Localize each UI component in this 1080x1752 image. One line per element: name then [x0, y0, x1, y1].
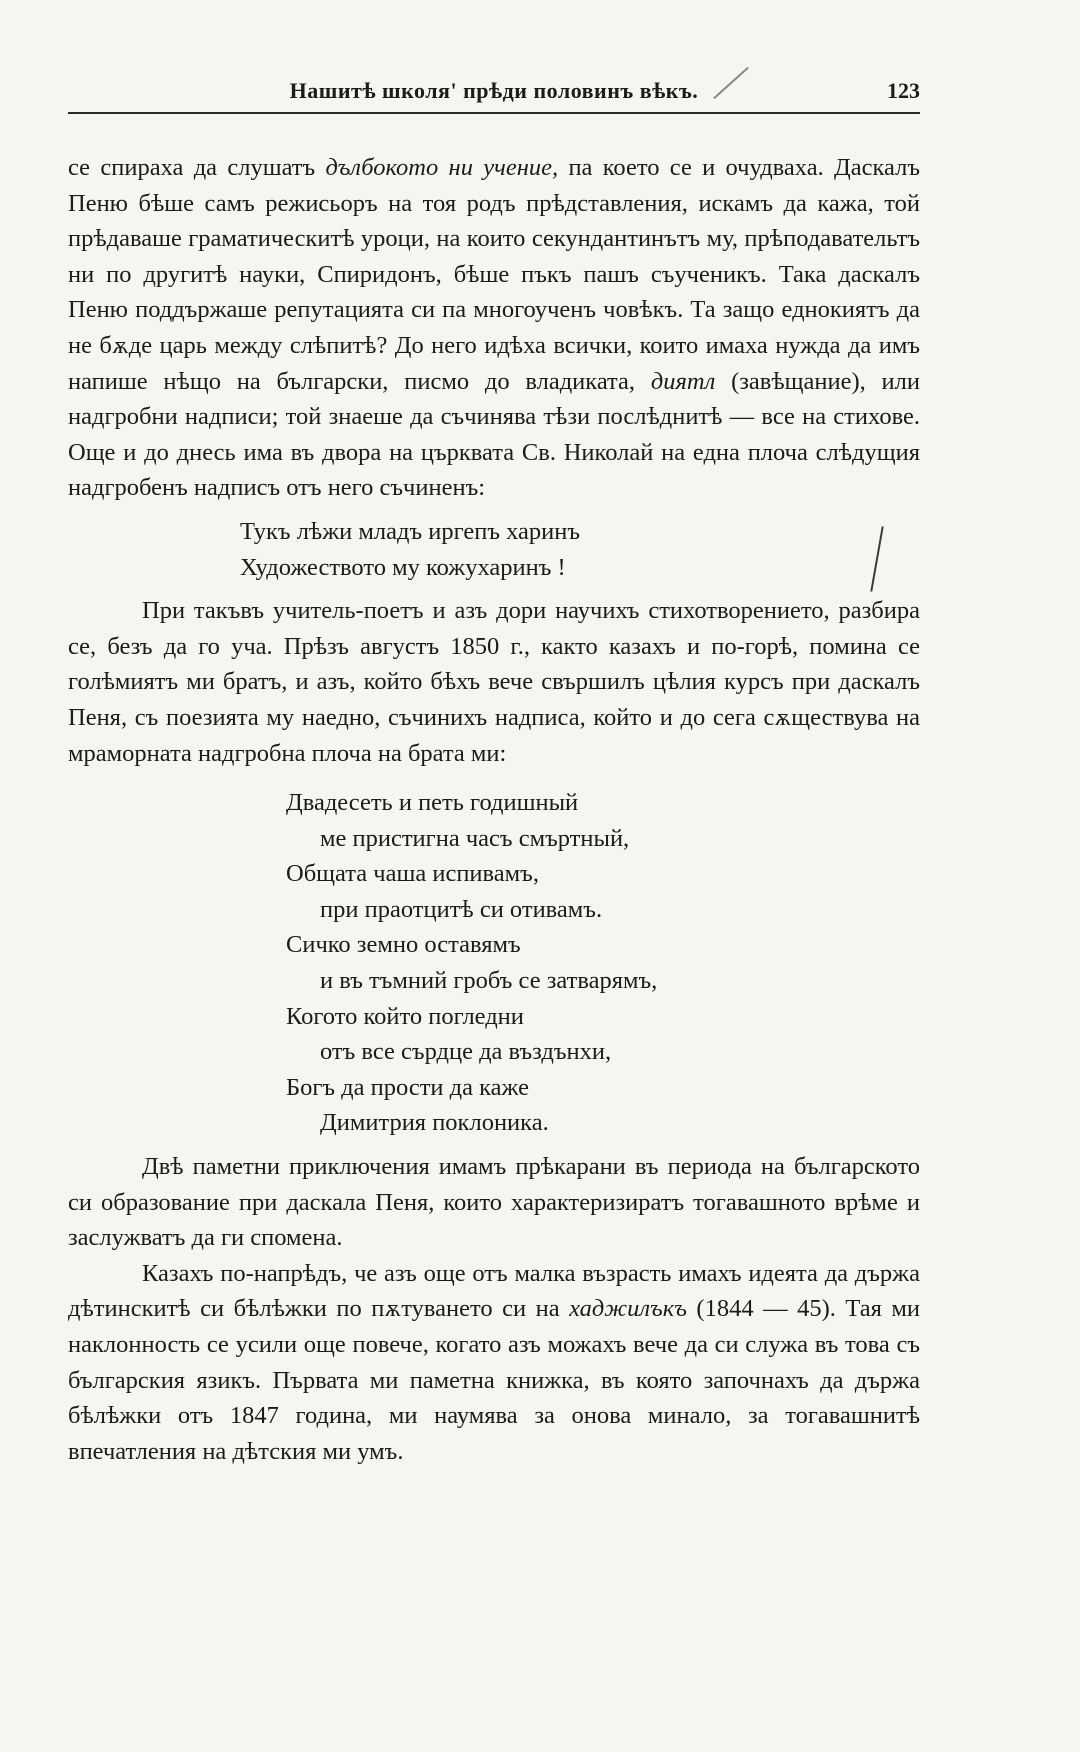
verse-line: Сичко земно оставямъ — [286, 931, 521, 959]
verse-line: отъ все сърдце да въздънхи, — [320, 1038, 612, 1066]
verse-line: Когото който погледни — [286, 1002, 524, 1030]
text-run: (завѣщание), или надгробни надписи; той знаеше да съчинява тѣзи послѣднитѣ — все на стихове. Още и до днесь има въ двора на църквата Св. Николай на една плоча слѣдущия надгробенъ надписъ отъ него съчиненъ: — [68, 367, 921, 502]
verse-line: Богъ да прости да каже — [286, 1073, 530, 1101]
verse-line: Общата чаша испивамъ, — [286, 860, 539, 888]
verse-line: ме пристигна часъ смъртный, — [320, 824, 630, 852]
page-number: 123 — [887, 78, 920, 103]
epitaph-verse-1 — [68, 514, 920, 585]
page-header — [68, 76, 920, 114]
italic-run: диятл — [650, 367, 716, 395]
italic-run: хаджилъкъ — [569, 1295, 687, 1323]
verse-line: Двадесеть и петь годишный — [286, 789, 579, 817]
paragraph-2: При такъвъ учитель-поетъ и азъ дори научихъ стихотворението, разбира се, безъ да го уча. Прѣзъ августъ 1850 г., както казахъ и по-горѣ, помина се голѣмиятъ ми братъ, и азъ, който бѣхъ вече свършилъ цѣлия курсъ при даскалъ Пеня, съ поезията му наедно, съчинихъ надписа, който и до сега сѫществува на мраморната надгробна плоча на брата ми: — [68, 597, 920, 767]
text-run: па което се и очудваха. Даскалъ Пеню бѣше самъ режисьоръ на тоя родъ прѣдставления, искамъ да кажа, той прѣдаваше граматическитѣ уроци, на които секундантинътъ му, прѣподавательтъ ни по другитѣ науки, Спиридонъ, бѣше пъкъ пашъ съученикъ. Така даскалъ Пеню поддържаше репутацията си па многоученъ човѣкъ. Та защо еднокиятъ да не бѫде царь между слѣпитѣ? До него идѣха всички, които имаха нужда да имъ напише нѣщо на български, писмо до владиката, — [68, 154, 921, 395]
verse-line: при праотцитѣ си отивамъ. — [320, 895, 603, 923]
page-body — [68, 150, 920, 1469]
text-run: Казахъ по-напрѣдъ, че азъ още отъ малка възрасть имахъ идеята да държа дѣтинскитѣ си бѣлѣжки по пѫтуването си на — [68, 1259, 920, 1323]
paragraph-1 — [68, 150, 920, 506]
text-run: се спираха да слушатъ — [68, 154, 326, 181]
paragraph-4 — [68, 1256, 920, 1470]
verse-line: и въ тъмний гробъ се затварямъ, — [320, 967, 658, 995]
verse-line: Тукъ лѣжи младъ иргепъ харинъ — [240, 517, 581, 545]
italic-run: дълбокото ни учение, — [325, 154, 559, 181]
paragraph-3: Двѣ паметни приключения имамъ прѣкарани въ периода на българското си образование при даскала Пеня, които характеризиратъ тогавашното врѣме и заслужватъ да ги спомена. — [68, 1153, 920, 1252]
text-run: (1844 — 45). Тая ми наклонность се усили още повече, когато азъ можахъ вече да си служа въ това съ българския язикъ. Първата ми паметна книжка, въ която започнахъ да държа бѣлѣжки отъ 1847 година, ми наумява за онова минало, за тогавашнитѣ впечатления на дѣтския ми умъ. — [68, 1295, 920, 1465]
epitaph-verse-2 — [68, 785, 920, 1141]
running-title: Нашитѣ школя' прѣди половинъ вѣкъ. — [289, 78, 699, 103]
verse-line: Димитрия поклоника. — [320, 1109, 549, 1137]
verse-line: Художеството му кожухаринъ ! — [240, 553, 566, 581]
